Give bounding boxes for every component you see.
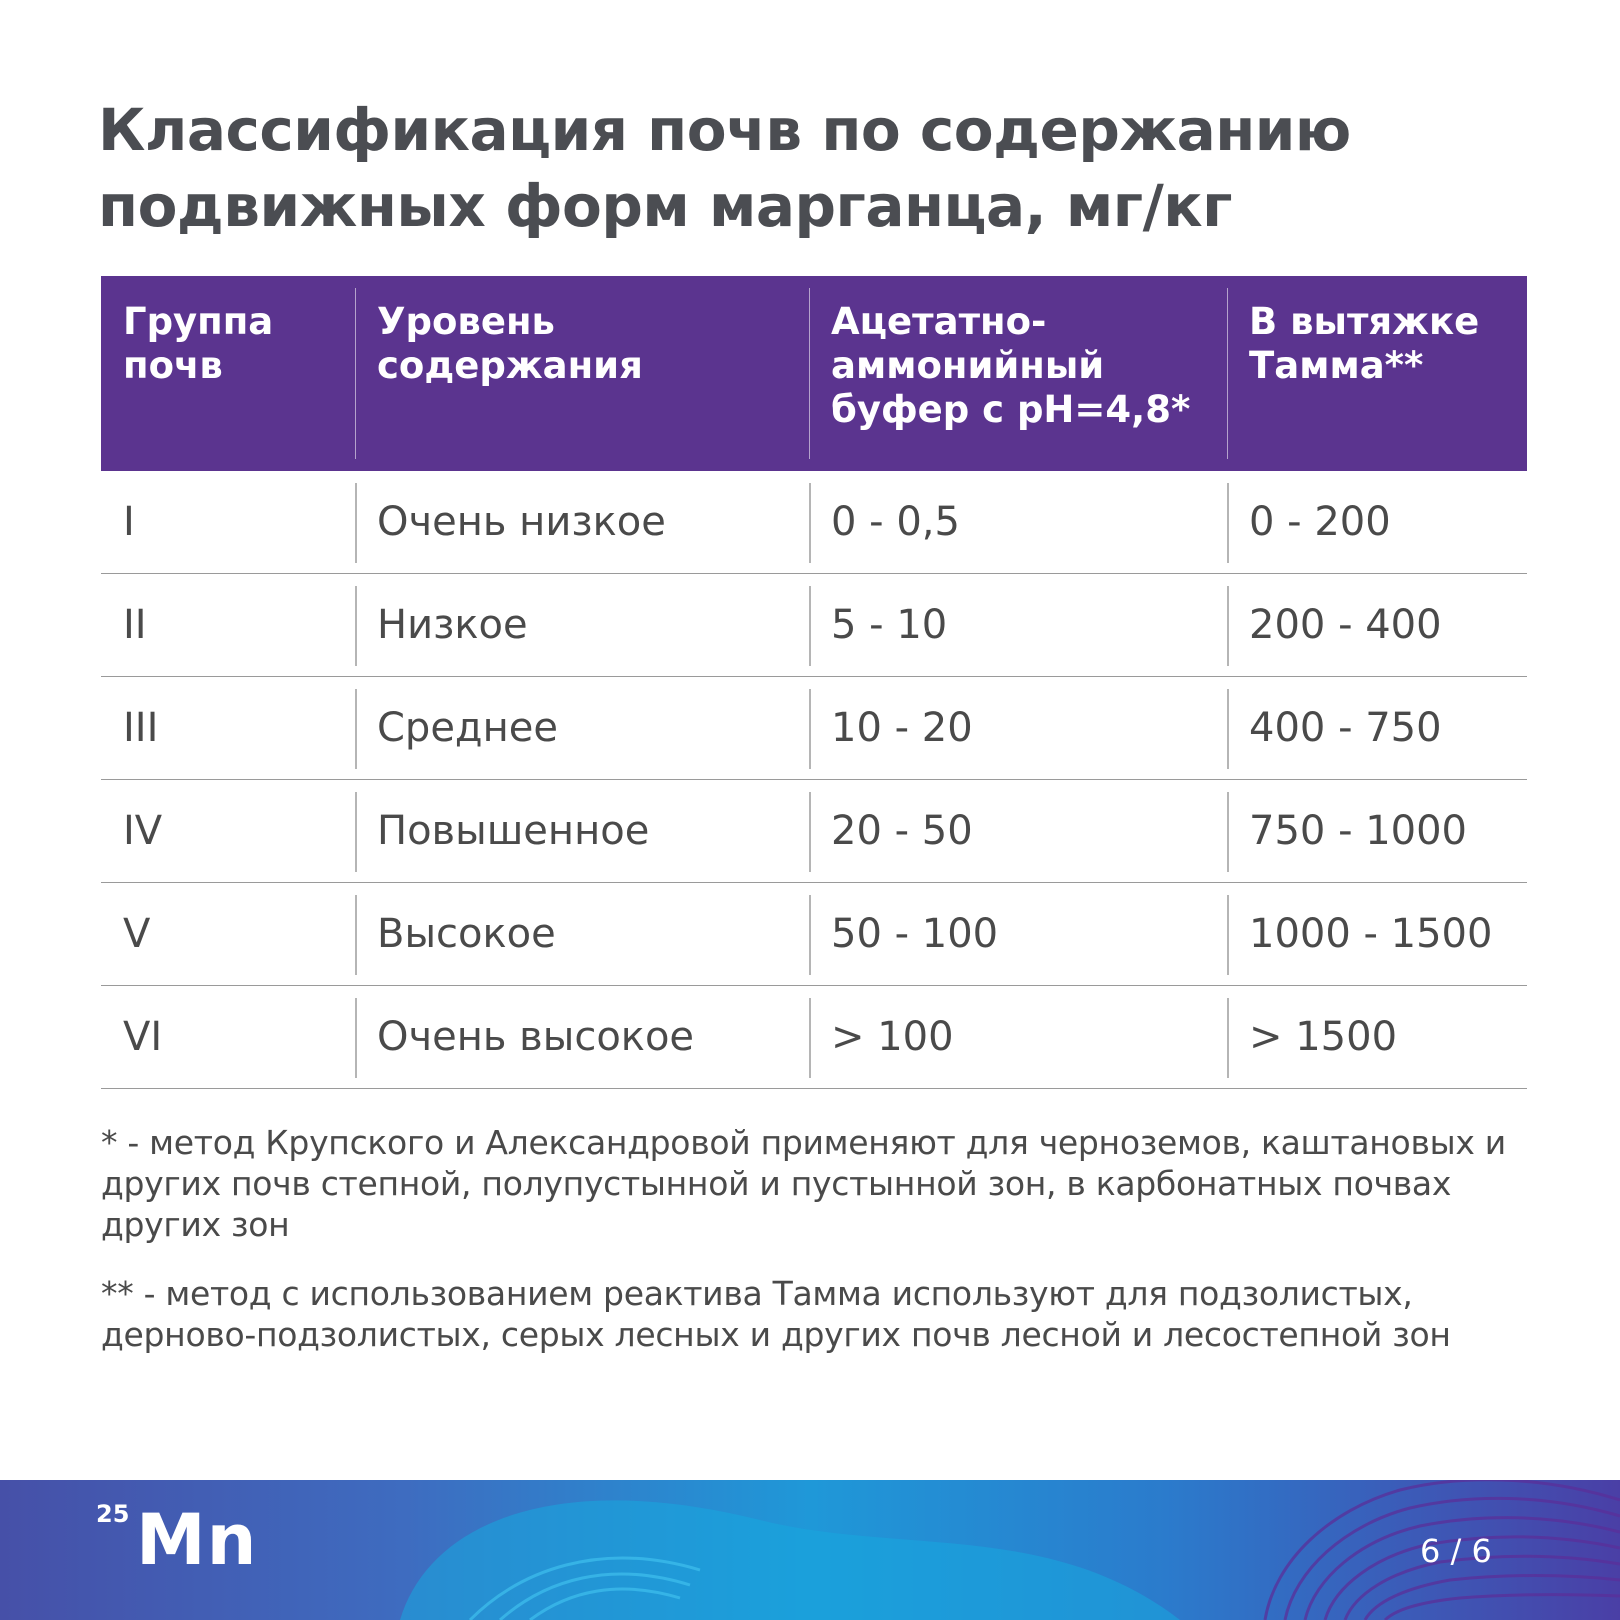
- cell-acetate: 20 - 50: [831, 808, 973, 854]
- cell-group: III: [123, 705, 159, 751]
- cell-divider: [355, 689, 357, 769]
- cell-tamm: 0 - 200: [1249, 499, 1391, 545]
- page-title: Классификация почв по содержанию подвижных форм марганца, мг/кг: [98, 96, 1351, 240]
- cell-divider: [1227, 586, 1229, 666]
- cell-acetate: 10 - 20: [831, 705, 973, 751]
- footnotes: [101, 1122, 1541, 1383]
- cell-divider: [1227, 689, 1229, 769]
- cell-divider: [1227, 998, 1229, 1078]
- cell-divider: [355, 586, 357, 666]
- cell-divider: [355, 483, 357, 563]
- header-tamm-extract: В вытяжке Тамма**: [1249, 300, 1480, 387]
- element-symbol: Mn: [136, 1499, 258, 1581]
- table-row: [101, 883, 1527, 986]
- cell-group: VI: [123, 1014, 163, 1060]
- header-content-level: Уровень содержания: [377, 300, 643, 387]
- header-divider: [355, 288, 356, 459]
- footnote-2: ** - метод с использованием реактива Тамма используют для подзолистых, дерново-подзолистых, серых лесных и других почв лесной и лесостепной зон: [101, 1274, 1451, 1354]
- manganese-classification-table: [101, 276, 1527, 1089]
- cell-acetate: 0 - 0,5: [831, 499, 960, 545]
- cell-acetate: 50 - 100: [831, 911, 999, 957]
- cell-tamm: 750 - 1000: [1249, 808, 1468, 854]
- table-row: [101, 986, 1527, 1089]
- header-acetate-buffer: Ацетатно-аммонийный буфер с рН=4,8*: [831, 300, 1191, 431]
- cell-divider: [355, 792, 357, 872]
- cell-level: Низкое: [377, 602, 528, 648]
- cell-divider: [355, 895, 357, 975]
- table-header: [101, 276, 1527, 471]
- cell-divider: [809, 483, 811, 563]
- cell-group: II: [123, 602, 147, 648]
- cell-level: Повышенное: [377, 808, 650, 854]
- cell-divider: [1227, 483, 1229, 563]
- cell-level: Среднее: [377, 705, 558, 751]
- cell-divider: [1227, 792, 1229, 872]
- cell-acetate: 5 - 10: [831, 602, 948, 648]
- cell-divider: [809, 792, 811, 872]
- cell-tamm: 400 - 750: [1249, 705, 1442, 751]
- cell-tamm: 1000 - 1500: [1249, 911, 1493, 957]
- table-row: [101, 574, 1527, 677]
- cell-tamm: > 1500: [1249, 1014, 1398, 1060]
- cell-group: I: [123, 499, 135, 545]
- footer-banner: [0, 1480, 1620, 1620]
- table-row: [101, 471, 1527, 574]
- atomic-number: 25: [96, 1500, 130, 1528]
- cell-group: IV: [123, 808, 163, 854]
- cell-divider: [809, 586, 811, 666]
- cell-level: Высокое: [377, 911, 556, 957]
- cell-group: V: [123, 911, 151, 957]
- table-row: [101, 677, 1527, 780]
- footnote-1: * - метод Крупского и Александровой применяют для черноземов, каштановых и других почв степной, полупустынной и пустынной зон, в карбонатных почвах других зон: [101, 1123, 1506, 1244]
- cell-level: Очень низкое: [377, 499, 666, 545]
- header-soil-group: Группа почв: [123, 300, 274, 387]
- header-divider: [809, 288, 810, 459]
- page-indicator: 6 / 6: [1420, 1532, 1492, 1570]
- cell-level: Очень высокое: [377, 1014, 695, 1060]
- cell-divider: [355, 998, 357, 1078]
- cell-divider: [809, 689, 811, 769]
- table-row: [101, 780, 1527, 883]
- cell-tamm: 200 - 400: [1249, 602, 1442, 648]
- cell-acetate: > 100: [831, 1014, 954, 1060]
- cell-divider: [809, 895, 811, 975]
- cell-divider: [809, 998, 811, 1078]
- cell-divider: [1227, 895, 1229, 975]
- header-divider: [1227, 288, 1228, 459]
